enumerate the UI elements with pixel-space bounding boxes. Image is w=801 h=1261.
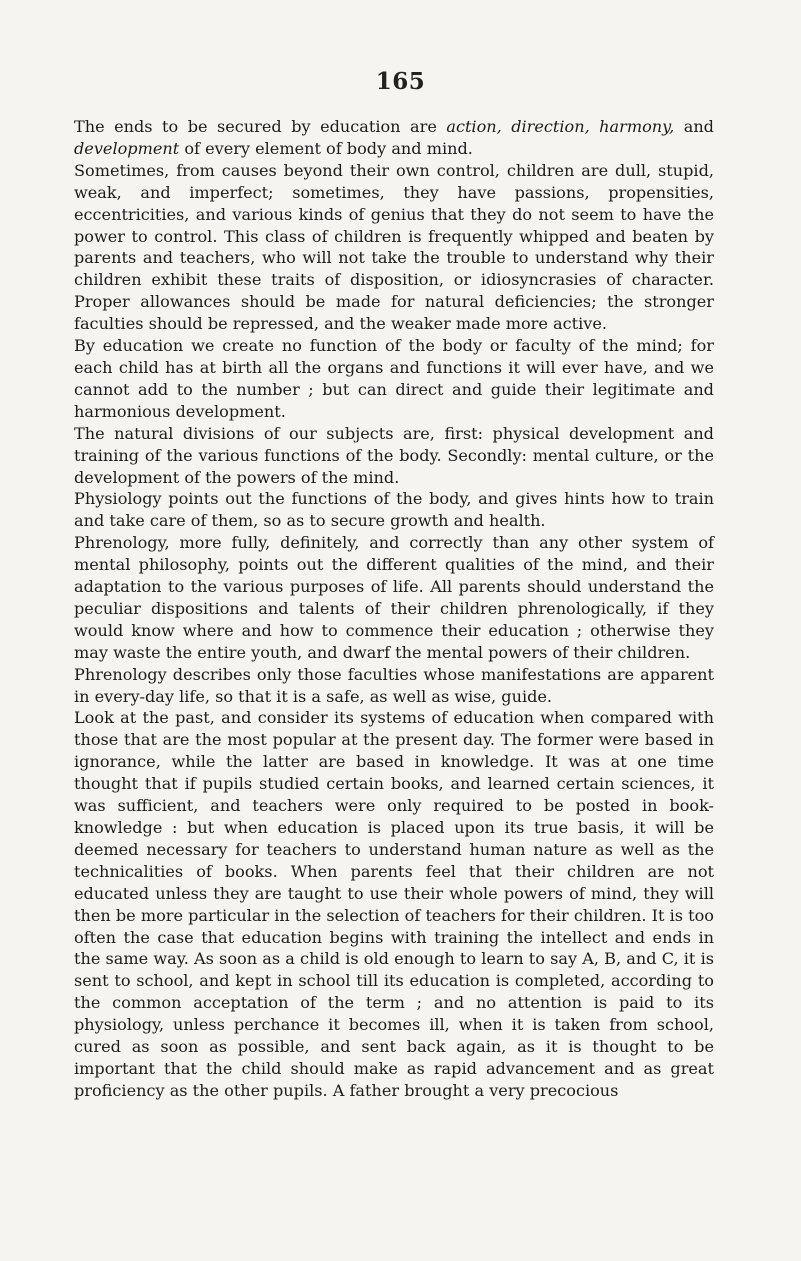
paragraph-1-before: The ends to be secured by education are (74, 117, 447, 136)
paragraph-7: Phrenology describes only those faculties whose manifestations are apparent in every-day life, so that it is a safe, as well as wise, guide. (74, 664, 714, 706)
paragraph-5: Physiology points out the functions of the body, and gives hints how to train and take care of them, so as to secure growth and health. (74, 489, 714, 531)
paragraph-6: Phrenology, more fully, definitely, and correctly than any other system of mental philosophy, points out the different qualities of the mind, and their adaptation to the various purposes of life. All parents should understand the peculiar dispositions and talents of their children phrenologically, if they would know where and how to commence their education ; otherwise they may waste the entire youth, and dwarf the mental powers of their children. (74, 533, 714, 662)
paragraph-1 (74, 116, 714, 160)
paragraph-3: By education we create no function of the body or faculty of the mind; for each child has at birth all the organs and functions it will ever have, and we cannot add to the number ; but can direct and guide their legitimate and harmonious development. (74, 336, 714, 421)
paragraph-4: The natural divisions of our subjects are, first: physical development and training of the various functions of the body. Secondly: mental culture, or the development of the powers of the mind. (74, 423, 714, 487)
paragraph-8: Look at the past, and consider its systems of education when compared with those that are the most popular at the present day. The former were based in ignorance, while the latter are based in knowledge. It was at one time thought that if pupils studied certain books, and learned certain sciences, it was sufficient, and teachers were only required to be posted in book-knowledge : but when education is placed upon its true basis, it will be deemed necessary for teachers to understand human nature as well as the technicalities of books. When parents feel that their children are not educated unless they are taught to use their whole powers of mind, they will then be more particular in the selection of teachers for their children. It is too often the case that education begins with training the intellect and ends in the same way. As soon as a child is old enough to learn to say A, B, and C, it is sent to school, and kept in school till its education is completed, according to the common acceptation of the term ; and no attention is paid to its physiology, unless perchance it becomes ill, when it is taken from school, cured as soon as possible, and sent back again, as it is thought to be important that the child should make as rapid advancement and as great proficiency as the other pupils. A father brought a very precocious (74, 708, 714, 1100)
page-number: 165 (375, 68, 426, 95)
body-text (74, 116, 714, 1102)
paragraph-1-after: of every element of body and mind. (179, 138, 473, 158)
paragraph-1-emphasis: action, direction, harmony, (446, 117, 675, 136)
paragraph-1-middle: and (674, 117, 714, 136)
paragraph-1-emphasis-2: development (74, 138, 180, 158)
paragraph-2: Sometimes, from causes beyond their own control, children are dull, stupid, weak, and imperfect; sometimes, they have passions, propensities, eccentricities, and various kinds of genius that they do not seem to have the power to control. This class of children is frequently whipped and beaten by parents and teachers, who will not take the trouble to understand why their children exhibit these traits of disposition, or idiosyncrasies of character. Proper allowances should be made for natural deficiencies; the stronger faculties should be repressed, and the weaker made more active. (74, 160, 714, 334)
